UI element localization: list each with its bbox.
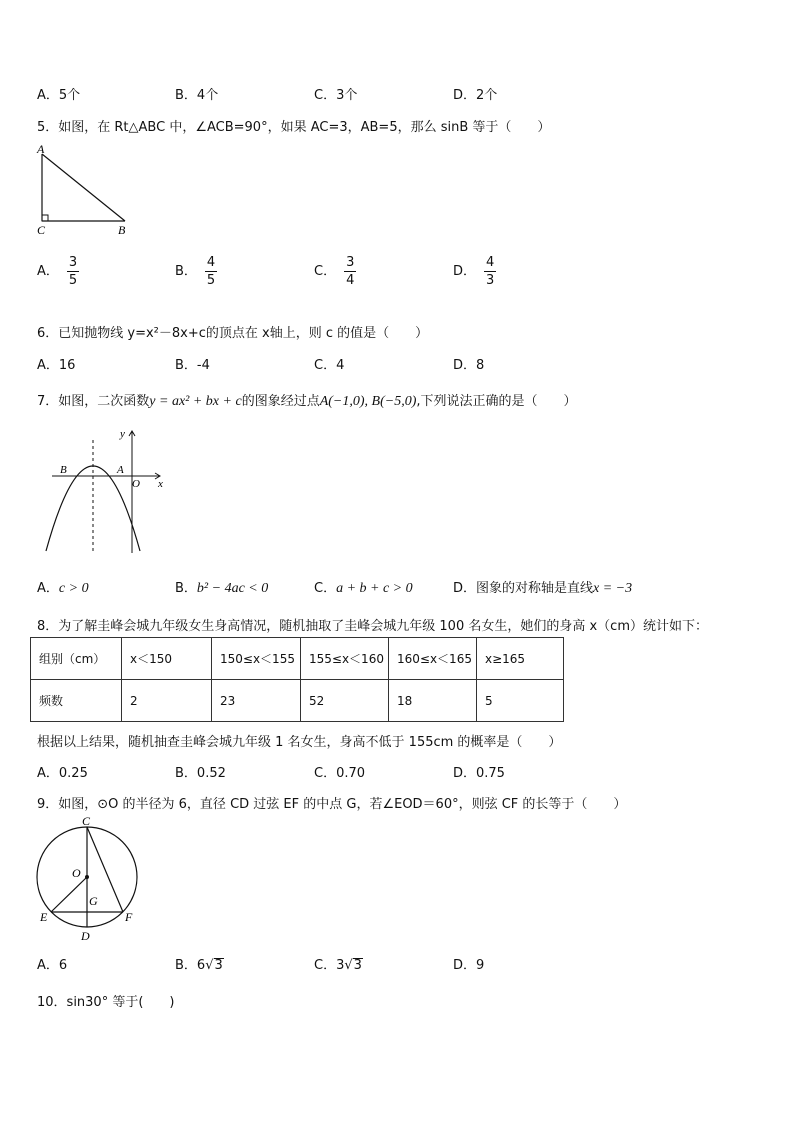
- table-cell: 23: [212, 680, 301, 722]
- q8-option-b: B．0.52: [175, 766, 226, 781]
- q6-option-b: B．-4: [175, 358, 210, 373]
- q9-label-g: G: [89, 894, 98, 908]
- q7-option-a: A．c > 0: [37, 581, 89, 596]
- q8-question: 根据以上结果，随机抽查圭峰会城九年级 1 名女生，身高不低于 155cm 的概率是（ ）: [37, 735, 562, 750]
- q6-option-a: A．16: [37, 358, 76, 373]
- table-cell: 18: [389, 680, 477, 722]
- table-cell: 2: [122, 680, 212, 722]
- q7-parabola-figure: [40, 425, 175, 555]
- q9-circle-figure: [34, 813, 144, 943]
- q5-option-b: B． $\frac{4}{5}$: [175, 255, 216, 288]
- q9-option-b: B．6√3: [175, 958, 223, 973]
- q9-option-c: C．3√3: [314, 958, 362, 973]
- table-cell: 160≤x＜165: [389, 638, 477, 680]
- q9-option-d: D．9: [453, 958, 485, 973]
- q7-label-o: O: [132, 478, 140, 490]
- table-cell: 5: [477, 680, 564, 722]
- q7-stem: 7．如图，二次函数y = ax² + bx + c的图象经过点A(−1,0), B(−5,0),下列说法正确的是（ ）: [37, 394, 577, 409]
- table-cell: 52: [301, 680, 389, 722]
- q10-stem: 10．sin30° 等于( ): [37, 995, 175, 1010]
- q5-option-d: D． $\frac{4}{3}$: [453, 255, 495, 288]
- q9-option-a: A．6: [37, 958, 68, 973]
- q6-stem: 6．已知抛物线 y=x²－8x+c的顶点在 x轴上，则 c 的值是（ ）: [37, 326, 429, 341]
- q7-option-c: C．a + b + c > 0: [314, 581, 413, 596]
- q4-option-c: C．3个: [314, 88, 358, 103]
- q9-label-c: C: [82, 814, 91, 828]
- q4-option-b: B．4个: [175, 88, 219, 103]
- q4-option-d: D．2个: [453, 88, 498, 103]
- q5-option-c: C． $\frac{3}{4}$: [314, 255, 355, 288]
- q7-label-x: x: [158, 478, 163, 490]
- q8-frequency-table: [30, 637, 564, 722]
- q8-stem: 8．为了解圭峰会城九年级女生身高情况，随机抽取了圭峰会城九年级 100 名女生，她们的身高 x（cm）统计如下：: [37, 619, 708, 634]
- q6-option-d: D．8: [453, 358, 485, 373]
- q8-option-a: A．0.25: [37, 766, 88, 781]
- q9-label-d: D: [81, 929, 90, 943]
- q5-triangle-figure: [34, 142, 134, 238]
- table-cell: x＜150: [122, 638, 212, 680]
- q5-label-b: B: [118, 223, 126, 237]
- q5-stem: 5．如图，在 Rt△ABC 中，∠ACB=90°，如果 AC=3，AB=5，那么 sinB 等于（ ）: [37, 120, 551, 135]
- q6-option-c: C．4: [314, 358, 345, 373]
- q5-label-a: A: [37, 142, 45, 156]
- q9-stem: 9．如图，⊙O 的半径为 6，直径 CD 过弦 EF 的中点 G，若∠EOD＝60°，则弦 CF 的长等于（ ）: [37, 797, 627, 812]
- q4-option-a: A．5个: [37, 88, 81, 103]
- q7-option-d: D．图象的对称轴是直线x = −3: [453, 581, 633, 596]
- q9-label-e: E: [40, 910, 48, 924]
- q5-option-a: A． $\frac{3}{5}$: [37, 255, 78, 288]
- table-row: [31, 680, 564, 722]
- q8-option-c: C．0.70: [314, 766, 366, 781]
- q7-label-y: y: [120, 428, 125, 440]
- q9-label-f: F: [125, 910, 133, 924]
- table-row: [31, 638, 564, 680]
- q7-option-b: B．b² − 4ac < 0: [175, 581, 269, 596]
- table-cell: 150≤x＜155: [212, 638, 301, 680]
- q7-label-a: A: [117, 464, 124, 476]
- table-cell: 频数: [31, 680, 122, 722]
- q8-option-d: D．0.75: [453, 766, 505, 781]
- q7-label-b: B: [60, 464, 67, 476]
- q9-label-o: O: [72, 866, 81, 880]
- q5-label-c: C: [37, 223, 46, 237]
- table-cell: x≥165: [477, 638, 564, 680]
- table-cell: 组别（cm）: [31, 638, 122, 680]
- table-cell: 155≤x＜160: [301, 638, 389, 680]
